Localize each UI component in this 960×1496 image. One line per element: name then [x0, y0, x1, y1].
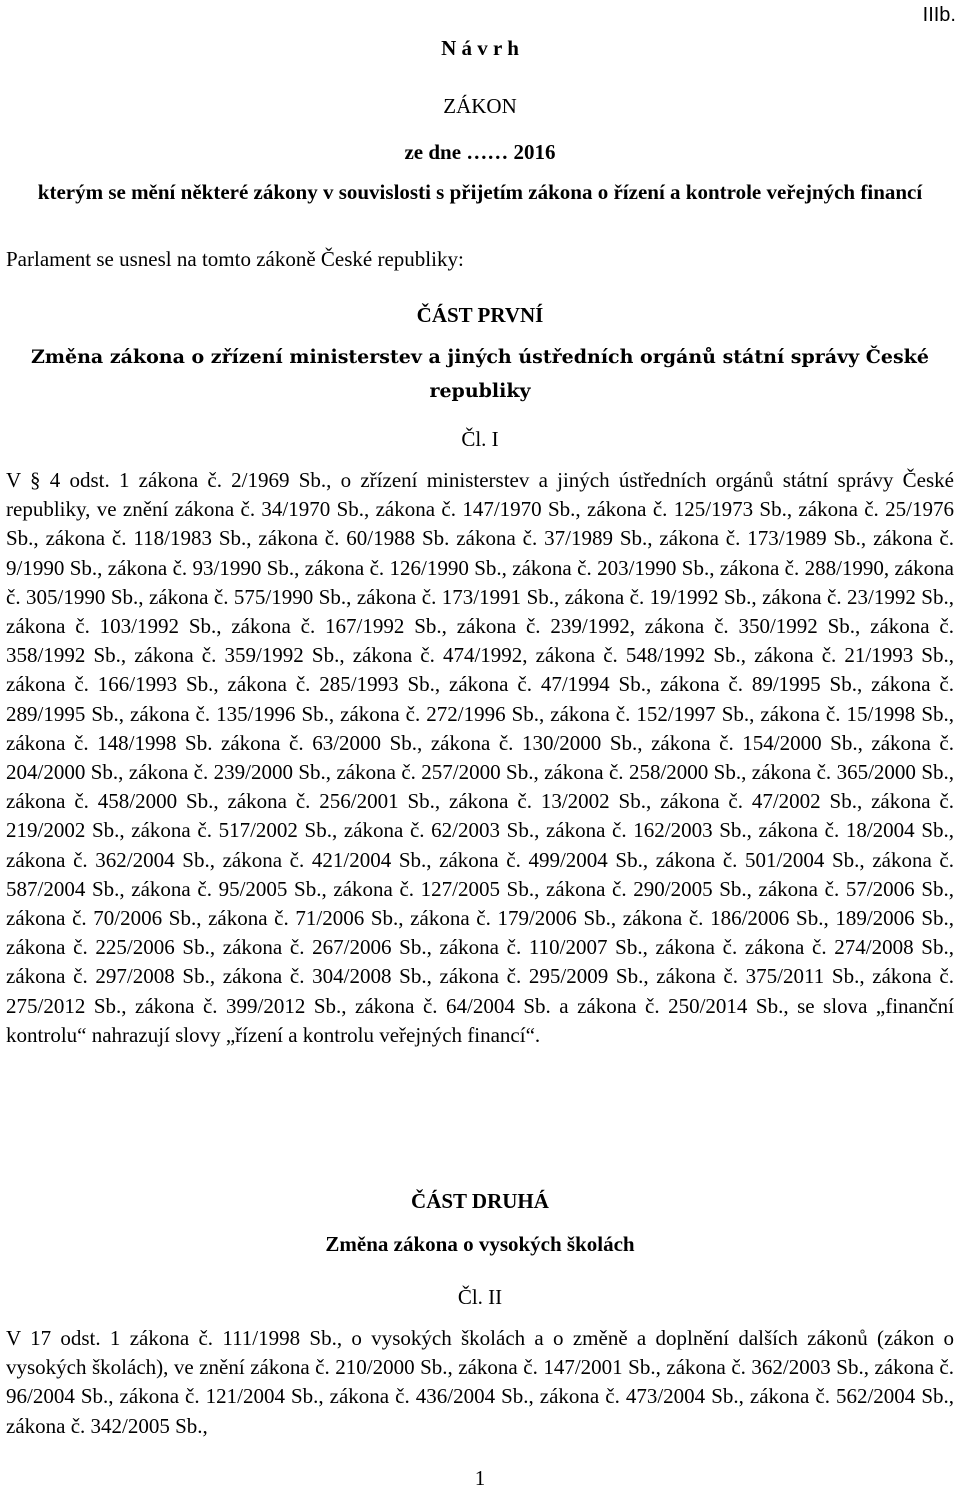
law-subject: kterým se mění některé zákony v souvislosti s přijetím zákona o řízení a kontrole veřejných financí — [37, 180, 923, 204]
article-2-label: Čl. II — [457, 1285, 503, 1309]
draft-label: N á v r h — [441, 36, 519, 60]
law-date: ze dne …… 2016 — [404, 140, 556, 164]
article-1-text: V § 4 odst. 1 zákona č. 2/1969 Sb., o zřízení ministerstev a jiných ústředních orgánů státní správy České republiky, ve znění zákona č. 34/1970 Sb., zákona č. 147/1970 Sb., zákona č. 125/1973 Sb., zákona č. 25/1976 Sb., zákona č. 118/1983 Sb., zákona č. 60/1988 Sb. zákona č. 37/1989 Sb., zákona č. 173/1989 Sb., zákona č. 9/1990 Sb., zákona č. 93/1990 Sb., zákona č. 126/1990 Sb., zákona č. 203/1990 Sb., zákona č. 288/1990, zákona č. 305/1990 Sb., zákona č. 575/1990 Sb., zákona č. 173/1991 Sb., zákona č. 19/1992 Sb., zákona č. 23/1992 Sb., zákona č. 103/1992 Sb., zákona č. 167/1992 Sb., zákona č. 239/1992, zákona č. 350/1992 Sb., zákona č. 358/1992 Sb., zákona č. 359/1992 Sb., zákona č. 474/1992, zákona č. 548/1992 Sb., zákona č. 21/1993 Sb., zákona č. 166/1993 Sb., zákona č. 285/1993 Sb., zákona č. 47/1994 Sb., zákona č. 89/1995 Sb., zákona č. 289/1995 Sb., zákona č. 135/1996 Sb., zákona č. 272/1996 Sb., zákona č. 152/1997 Sb., zákona č. 15/1998 Sb., zákona č. 148/1998 Sb. zákona č. 63/2000 Sb., zákona č. 130/2000 Sb., zákona č. 154/2000 Sb., zákona č. 204/2000 Sb., zákona č. 239/2000 Sb., zákona č. 257/2000 Sb., zákona č. 258/2000 Sb., zákona č. 365/2000 Sb., zákona č. 458/2000 Sb., zákona č. 256/2001 Sb., zákona č. 13/2002 Sb., zákona č. 47/2002 Sb., zákona č. 219/2002 Sb., zákona č. 517/2002 Sb., zákona č. 62/2003 Sb., zákona č. 162/2003 Sb., zákona č. 18/2004 Sb., zákona č. 362/2004 Sb., zákona č. 421/2004 Sb., zákona č. 499/2004 Sb., zákona č. 501/2004 Sb., zákona č. 587/2004 Sb., zákona č. 95/2005 Sb., zákona č. 127/2005 Sb., zákona č. 290/2005 Sb., zákona č. 57/2006 Sb., zákona č. 70/2006 Sb., zákona č. 71/2006 Sb., zákona č. 179/2006 Sb., zákona č. 186/2006 Sb., 189/2006 Sb., zákona č. 225/2006 Sb., zákona č. 267/2006 Sb., zákona č. 110/2007 Sb., zákona č. zákona č. 274/2008 Sb., zákona č. 297/2008 Sb., zákona č. 304/2008 Sb., zákona č. 295/2009 Sb., zákona č. 375/2011 Sb., zákona č. 275/2012 Sb., zákona č. 399/2012 Sb., zákona č. 64/2004 Sb. a zákona č. 250/2014 Sb., se slova „finanční kontrolu“ nahrazují slovy „řízení a kontrolu veřejných financí“. — [6, 468, 954, 1047]
part2-heading: ČÁST DRUHÁ — [411, 1189, 549, 1213]
part1-heading: ČÁST PRVNÍ — [416, 303, 544, 327]
part1-title: Změna zákona o zřízení ministerstev a jiných ústředních orgánů státní správy České republiky — [31, 346, 929, 402]
enacting-clause: Parlament se usnesl na tomto zákoně České republiky: — [6, 247, 464, 271]
part2-title: Změna zákona o vysokých školách — [325, 1232, 635, 1256]
page-number: 1 — [474, 1466, 486, 1490]
article-1-label: Čl. I — [461, 427, 499, 451]
law-title: ZÁKON — [443, 94, 517, 118]
page-code: IIIb. — [922, 4, 956, 26]
article-2-text: V 17 odst. 1 zákona č. 111/1998 Sb., o vysokých školách a o změně a doplnění dalších zákonů (zákon o vysokých školách), ve znění zákona č. 210/2000 Sb., zákona č. 147/2001 Sb., zákona č. 362/2003 Sb., zákona č. 96/2004 Sb., zákona č. 121/2004 Sb., zákona č. 436/2004 Sb., zákona č. 473/2004 Sb., zákona č. 562/2004 Sb., zákona č. 342/2005 Sb., — [6, 1326, 954, 1438]
